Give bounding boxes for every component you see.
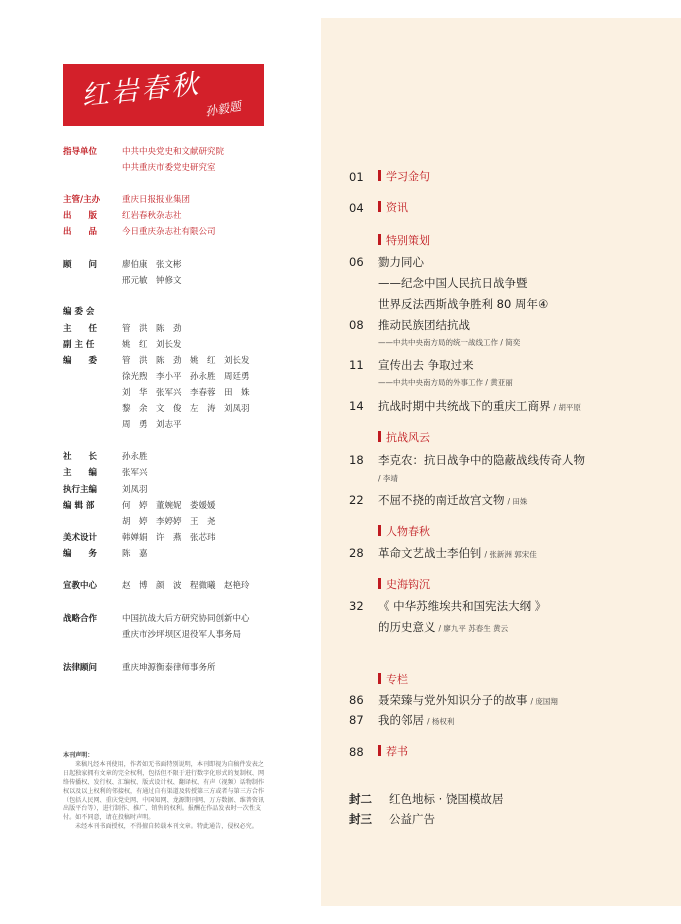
article-author: / 廖九平 苏春生 黄云 bbox=[438, 624, 509, 633]
logo-signature: 孙毅题 bbox=[204, 98, 243, 120]
article-title-line: 世界反法西斯战争胜利 80 周年④ bbox=[378, 297, 549, 311]
toc-entry[interactable] bbox=[349, 693, 558, 709]
masthead-label: 副 主 任 bbox=[63, 340, 95, 350]
masthead-value: 重庆日报报业集团 bbox=[122, 195, 191, 205]
masthead-label: 社 长 bbox=[63, 452, 98, 462]
masthead-label: 执行主编 bbox=[63, 485, 98, 495]
masthead-value: 邢元敏 钟修文 bbox=[122, 276, 182, 286]
page-number: 87 bbox=[349, 713, 364, 727]
section-heading: 学习金句 bbox=[378, 170, 430, 184]
article-title: 《 中华苏维埃共和国宪法大纲 》 bbox=[378, 599, 547, 613]
article-title: 推动民族团结抗战 bbox=[378, 318, 470, 332]
section-heading: 资讯 bbox=[378, 201, 408, 215]
masthead-value: 刘凤羽 bbox=[122, 485, 148, 495]
masthead-label: 编 委 bbox=[63, 356, 98, 366]
masthead-label: 编 务 bbox=[63, 549, 98, 559]
article-title: 勠力同心 bbox=[378, 255, 424, 269]
masthead-value: 廖伯康 张文彬 bbox=[122, 260, 182, 270]
cover-label: 封二 bbox=[349, 792, 372, 806]
masthead-value: 刘 华 张军兴 李春蓉 田 姝 bbox=[122, 388, 250, 398]
masthead-value: 黎 余 文 俊 左 涛 刘凤羽 bbox=[122, 404, 250, 414]
page-number: 08 bbox=[349, 318, 364, 332]
cover-entry[interactable] bbox=[349, 812, 435, 826]
masthead-value: 陈 嘉 bbox=[122, 549, 148, 559]
article-title: 李克农：抗日战争中的隐蔽战线传奇人物 bbox=[378, 453, 585, 467]
article-author: / 李靖 bbox=[378, 474, 398, 483]
masthead-value: 管 洪 陈 劲 bbox=[122, 324, 182, 334]
article-title: 不屈不挠的南迁故宫文物 bbox=[378, 493, 505, 507]
article-title: 革命文艺战士李伯钊 bbox=[378, 546, 482, 560]
article-title: 聂荣臻与党外知识分子的故事 bbox=[378, 693, 528, 707]
page-number: 88 bbox=[349, 745, 364, 759]
masthead-label: 顾 问 bbox=[63, 260, 98, 270]
section-heading: 专栏 bbox=[378, 673, 408, 687]
masthead-label: 出 版 bbox=[63, 211, 98, 221]
section-heading: 抗战风云 bbox=[378, 431, 430, 445]
section-heading: 特别策划 bbox=[378, 234, 430, 248]
masthead-value: 赵 博 颜 波 程微曦 赵艳玲 bbox=[122, 581, 250, 591]
masthead-value: 周 勇 刘志平 bbox=[122, 420, 182, 430]
masthead-label: 指导单位 bbox=[63, 147, 98, 157]
page-number: 32 bbox=[349, 599, 364, 613]
masthead-value: 中共重庆市委党史研究室 bbox=[122, 163, 216, 173]
masthead-value: 徐光煦 李小平 孙永胜 周廷勇 bbox=[122, 372, 250, 382]
cover-entry[interactable] bbox=[349, 792, 503, 806]
page-number: 11 bbox=[349, 358, 364, 372]
page-number: 06 bbox=[349, 255, 364, 269]
masthead-value: 韩婵娟 许 燕 张芯玮 bbox=[122, 533, 216, 543]
article-author: / 胡平原 bbox=[553, 403, 581, 412]
masthead-label: 战略合作 bbox=[63, 614, 98, 624]
masthead-label: 法律顾问 bbox=[63, 663, 98, 673]
toc-entry[interactable] bbox=[349, 493, 527, 509]
section-heading: 人物春秋 bbox=[378, 525, 430, 539]
page-number: 04 bbox=[349, 201, 364, 215]
cover-label: 封三 bbox=[349, 812, 372, 826]
masthead-value: 中共中央党史和文献研究院 bbox=[122, 147, 225, 157]
article-title: 的历史意义 bbox=[378, 620, 436, 634]
notice-heading: 本刊声明： bbox=[63, 752, 94, 759]
section-heading: 史海钩沉 bbox=[378, 578, 430, 592]
toc-entry[interactable] bbox=[349, 255, 424, 269]
article-author: / 田姝 bbox=[507, 497, 528, 506]
section-heading: 荐书 bbox=[378, 745, 408, 759]
page-number: 18 bbox=[349, 453, 364, 467]
page-number: 86 bbox=[349, 693, 364, 707]
article-title: 抗战时期中共统战下的重庆工商界 bbox=[378, 399, 551, 413]
article-title-line: ——纪念中国人民抗日战争暨 bbox=[378, 276, 528, 290]
masthead-value: 今日重庆杂志社有限公司 bbox=[122, 227, 216, 237]
masthead-value: 重庆坤源衡泰律师事务所 bbox=[122, 663, 216, 673]
masthead-value: 管 洪 陈 劲 姚 红 刘长发 bbox=[122, 356, 250, 366]
masthead-value: 张军兴 bbox=[122, 468, 148, 478]
copyright-notice bbox=[63, 752, 268, 832]
toc-entry[interactable] bbox=[349, 546, 537, 562]
masthead-value: 红岩春秋杂志社 bbox=[122, 211, 182, 221]
cover-text: 红色地标 · 饶国模故居 bbox=[389, 792, 504, 806]
masthead-value: 何 婷 董婉妮 娄媛媛 bbox=[122, 501, 216, 511]
masthead-label: 主 编 bbox=[63, 468, 98, 478]
cover-text: 公益广告 bbox=[389, 812, 435, 826]
masthead-value: 孙永胜 bbox=[122, 452, 148, 462]
masthead-value: 胡 婷 李婷婷 王 尧 bbox=[122, 517, 216, 527]
toc-entry[interactable] bbox=[349, 318, 470, 332]
masthead-value: 中国抗战大后方研究协同创新中心 bbox=[122, 614, 250, 624]
page-number: 28 bbox=[349, 546, 364, 560]
masthead-label: 编 辑 部 bbox=[63, 501, 95, 511]
toc-entry[interactable] bbox=[349, 170, 378, 184]
article-title: 宣传出去 争取过来 bbox=[378, 358, 474, 372]
masthead-value: 重庆市沙坪坝区退役军人事务局 bbox=[122, 630, 242, 640]
masthead-label: 编 委 会 bbox=[63, 307, 95, 317]
masthead-label: 出 品 bbox=[63, 227, 98, 237]
article-author: / 庞国翔 bbox=[530, 697, 558, 706]
toc-entry[interactable] bbox=[349, 453, 585, 467]
masthead-label: 主管/主办 bbox=[63, 195, 101, 205]
article-title-line bbox=[378, 620, 508, 636]
toc-entry[interactable] bbox=[349, 201, 378, 215]
toc-entry[interactable] bbox=[349, 599, 546, 613]
article-title: 我的邻居 bbox=[378, 713, 424, 727]
masthead-label: 美术设计 bbox=[63, 533, 98, 543]
notice-paragraph: 来稿凡经本刊使用，作者如无书面特别说明，本刊即视为自稿件发表之日起独家拥有文章的完全权利，包括但不限于进行数字化形式的复制权、网络传播权、发行权、汇编权、版式设计权、翻译权、有声（视频）话物制作权以及以上权利的邻接权，有通过自有渠道及转授第三方或者与第三方合作（包括人民网、重庆党史网、中国知网、龙源期刊网、万方数据、维普资讯出版平台等），进行制作、推广、销售的权利。报酬在作品发表时一次性支付。如不同意，请在投稿时声明。 bbox=[63, 760, 265, 822]
toc-entry[interactable] bbox=[349, 358, 474, 372]
masthead-label: 主 任 bbox=[63, 324, 98, 334]
article-subtitle: ——中共中央南方局的统一战线工作 / 简奕 bbox=[378, 338, 521, 347]
logo-title: 红岩春秋 bbox=[80, 68, 203, 113]
toc-entry[interactable] bbox=[349, 713, 454, 729]
article-subtitle: ——中共中央南方局的外事工作 / 黄亚丽 bbox=[378, 378, 513, 387]
page-number: 14 bbox=[349, 399, 364, 413]
masthead-value: 姚 红 刘长发 bbox=[122, 340, 182, 350]
magazine-logo bbox=[63, 64, 264, 126]
page-number: 01 bbox=[349, 170, 364, 184]
article-author: / 张新洲 郭宋佳 bbox=[484, 550, 537, 559]
toc-entry[interactable] bbox=[349, 399, 581, 415]
masthead-label: 宣教中心 bbox=[63, 581, 98, 591]
article-author: / 杨权利 bbox=[427, 717, 455, 726]
page-number: 22 bbox=[349, 493, 364, 507]
notice-paragraph: 未经本刊书面授权，不得擅自转载本刊文章。特此通告，侵权必究。 bbox=[75, 823, 258, 831]
toc-entry[interactable] bbox=[349, 745, 378, 759]
